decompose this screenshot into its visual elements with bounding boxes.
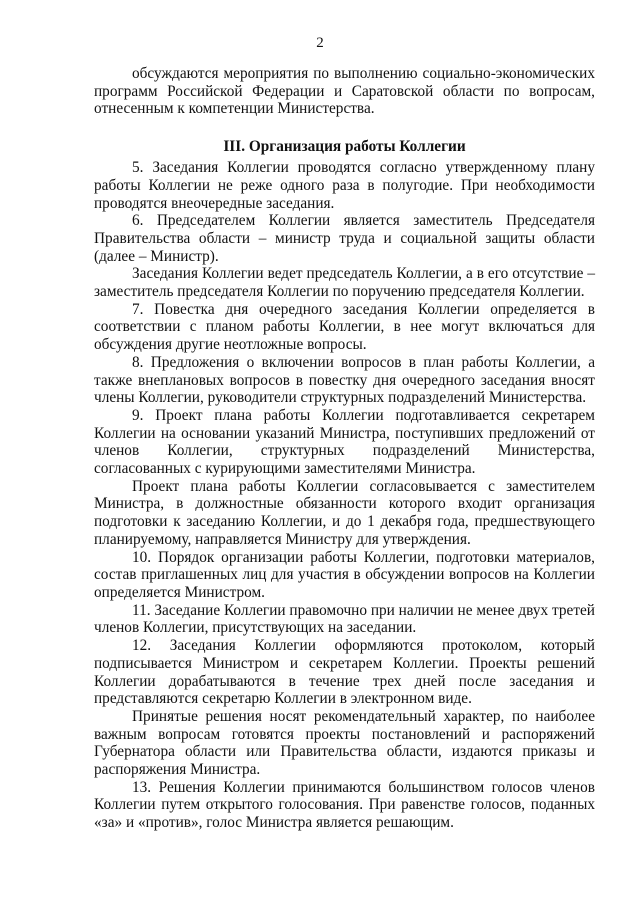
paragraph-11: 11. Заседание Коллегии правомочно при наличии не менее двух третей членов Коллегии, присутствующих на заседании. bbox=[94, 601, 595, 637]
paragraph-9: 9. Проект плана работы Коллегии подготавливается секретарем Коллегии на основании указаний Министра, поступивших предложений от членов Коллегии, структурных подразделений Министерства, согласованных с курирующими заместителями Министра. bbox=[94, 406, 595, 478]
intro-paragraph: обсуждаются мероприятия по выполнению социально-экономических программ Российской Федерации и Саратовской области по вопросам, отнесенным к компетенции Министерства. bbox=[94, 65, 595, 118]
paragraph-6: 6. Председателем Коллегии является заместитель Председателя Правительства области – министр труда и социальной защиты области (далее – Министр). bbox=[94, 212, 595, 265]
document-body bbox=[94, 65, 595, 832]
paragraph-5: 5. Заседания Коллегии проводятся согласно утвержденному плану работы Коллегии не реже одного раза в полугодие. При необходимости проводятся внеочередные заседания. bbox=[94, 159, 595, 212]
paragraph-8: 8. Предложения о включении вопросов в план работы Коллегии, а также внеплановых вопросов в повестку дня очередного заседания вносят члены Коллегии, руководители структурных подразделений Министерства. bbox=[94, 353, 595, 407]
paragraph-7: 7. Повестка дня очередного заседания Коллегии определяется в соответствии с планом работы Коллегии, в нее могут включаться для обсуждения другие неотложные вопросы. bbox=[94, 300, 595, 354]
paragraph-6-continued: Заседания Коллегии ведет председатель Коллегии, а в его отсутствие – заместитель председателя Коллегии по поручению председателя Коллегии. bbox=[94, 265, 595, 301]
section-heading: III. Организация работы Коллегии bbox=[223, 138, 466, 156]
paragraph-12: 12. Заседания Коллегии оформляются протоколом, который подписывается Министром и секретарем Коллегии. Проекты решений Коллегии дорабатываются в течение трех дней после заседания и представляются секретарю Коллегии в электронном виде. bbox=[94, 637, 595, 708]
paragraph-9-continued: Проект плана работы Коллегии согласовывается с заместителем Министра, в должностные обязанности которого входит организация подготовки к заседанию Коллегии, и до 1 декабря года, предшествующего планируемому, направляется Министру для утверждения. bbox=[94, 477, 595, 548]
paragraph-12-continued: Принятые решения носят рекомендательный характер, по наиболее важным вопросам готовятся проекты постановлений и распоряжений Губернатора области или Правительства области, издаются приказы и распоряжения Министра. bbox=[94, 707, 595, 779]
page-number: 2 bbox=[316, 35, 324, 51]
paragraph-10: 10. Порядок организации работы Коллегии, подготовки материалов, состав приглашенных лиц для участия в обсуждении вопросов на Коллегии определяется Министром. bbox=[94, 548, 595, 601]
paragraph-13: 13. Решения Коллегии принимаются большинством голосов членов Коллегии путем открытого голосования. При равенстве голосов, поданных «за» и «против», голос Министра является решающим. bbox=[94, 778, 595, 832]
